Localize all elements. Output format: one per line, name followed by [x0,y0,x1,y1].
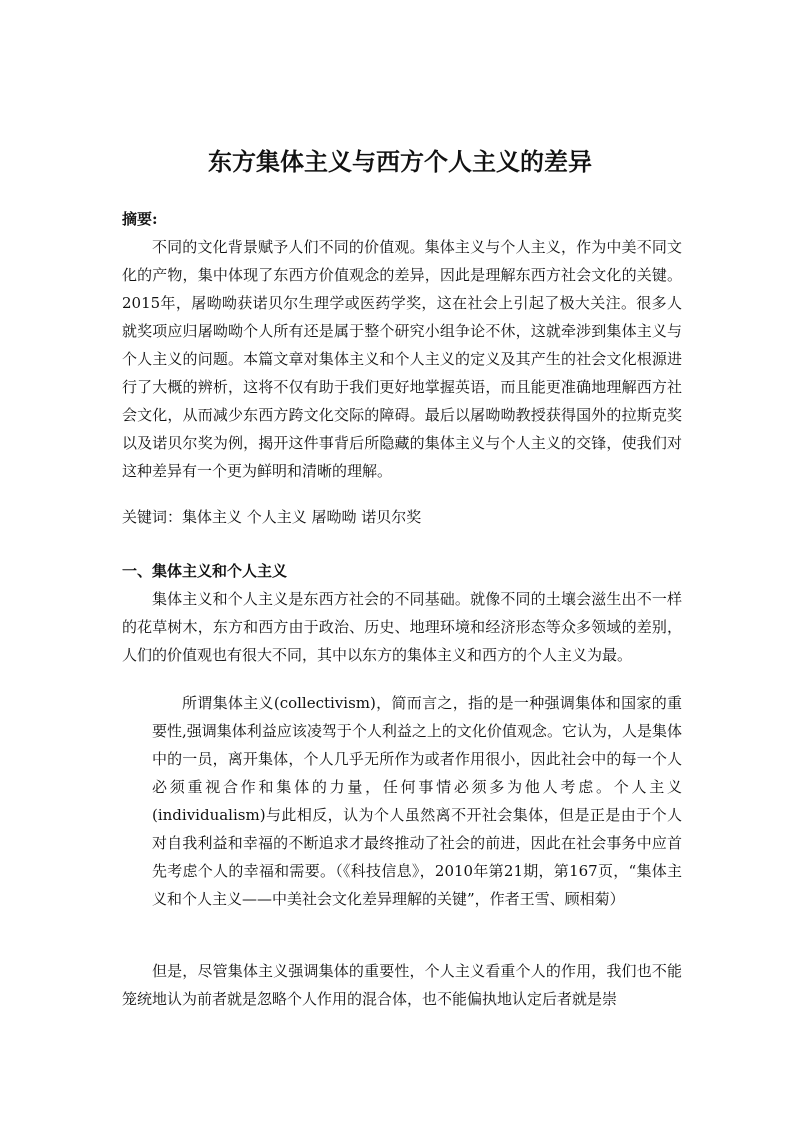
quoted-definition: 所谓集体主义(collectivism)，简而言之，指的是一种强调集体和国家的重要性,强调集体利益应该凌驾于个人利益之上的文化价值观念。它认为，人是集体中的一员，离开集体，个人几乎无所作为或者作用很小，因此社会中的每一个人必须重视合作和集体的力量，任何事情必须多为他人考虑。个人主义(individualism)与此相反，认为个人虽然离不开社会集体，但是正是由于个人对自我利益和幸福的不断追求才最终推动了社会的前进，因此在社会事务中应首先考虑个人的幸福和需要。（《科技信息》，2010年第21期，第167页，“集体主义和个人主义——中美社会文化差异理解的关键”，作者王雪、顾相菊） [152,694,682,908]
section-paragraph: 集体主义和个人主义是东西方社会的不同基础。就像不同的土壤会滋生出不一样的花草树木，东方和西方由于政治、历史、地理环境和经济形态等众多领域的差别，人们的价值观也有很大不同，其中以东方的集体主义和西方的个人主义为最。 [122,590,682,664]
section-heading: 一、集体主义和个人主义 [122,562,288,580]
abstract-heading: 摘要: [122,210,158,228]
keywords-line: 关键词：集体主义 个人主义 屠呦呦 诺贝尔奖 [122,508,422,526]
abstract-paragraph: 不同的文化背景赋予人们不同的价值观。集体主义与个人主义，作为中美不同文化的产物，集中体现了东西方价值观念的差异，因此是理解东西方社会文化的关键。2015年，屠呦呦获诺贝尔生理学或医药学奖，这在社会上引起了极大关注。很多人就奖项应归屠呦呦个人所有还是属于整个研究小组争论不休，这就牵涉到集体主义与个人主义的问题。本篇文章对集体主义和个人主义的定义及其产生的社会文化根源进行了大概的辨析，这将不仅有助于我们更好地掌握英语，而且能更准确地理解西方社会文化，从而减少东西方跨文化交际的障碍。最后以屠呦呦教授获得国外的拉斯克奖以及诺贝尔奖为例，揭开这件事背后所隐藏的集体主义与个人主义的交锋，使我们对这种差异有一个更为鲜明和清晰的理解。 [122,238,682,480]
continuation-paragraph: 但是，尽管集体主义强调集体的重要性，个人主义看重个人的作用，我们也不能笼统地认为前者就是忽略个人作用的混合体，也不能偏执地认定后者就是崇 [122,962,682,1008]
document-title: 东方集体主义与西方个人主义的差异 [208,147,592,176]
